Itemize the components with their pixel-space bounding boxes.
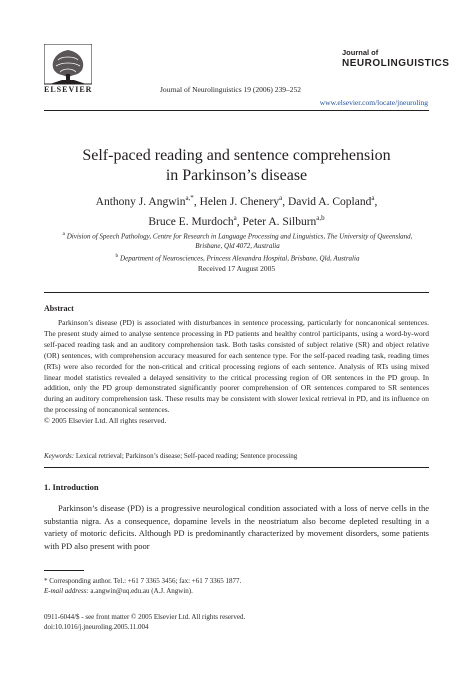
author-name[interactable]: Helen J. Chenery [199, 195, 280, 208]
footnote [44, 576, 429, 596]
abstract-body [44, 318, 429, 427]
abstract-top-divider [44, 292, 429, 293]
header-divider [44, 110, 429, 111]
journal-logo-big: NEUROLINGUISTICS [342, 58, 450, 69]
keywords-list: Lexical retrieval; Parkinson’s disease; Self-paced reading; Sentence processing [75, 452, 298, 460]
author-name[interactable]: David A. Copland [287, 195, 372, 208]
copyright-block [44, 612, 429, 632]
issn-line: 0911-6044/$ - see front matter © 2005 Elsevier Ltd. All rights reserved. [44, 613, 246, 621]
author-sup: a [279, 194, 283, 202]
journal-logo-small: Journal of [342, 48, 379, 57]
email-label: E-mail address: [44, 587, 89, 595]
journal-reference: Journal of Neurolinguistics 19 (2006) 239–252 [160, 85, 302, 94]
email-address[interactable]: a.angwin@uq.edu.au (A.J. Angwin). [90, 587, 193, 595]
affiliation-a [60, 229, 415, 251]
abstract-copyright: © 2005 Elsevier Ltd. All rights reserved. [44, 416, 167, 426]
journal-logo [342, 48, 449, 69]
keywords-label: Keywords: [44, 452, 75, 460]
author-list [44, 190, 429, 230]
author-sup: a [371, 194, 375, 202]
author-sup: a,b [316, 213, 325, 222]
affiliation-a-sup: a [62, 231, 65, 237]
abstract-bottom-divider [44, 467, 429, 468]
footnote-divider [44, 570, 84, 571]
doi-line[interactable]: doi:10.1016/j.jneuroling.2005.11.004 [44, 623, 149, 631]
affiliations [60, 229, 415, 264]
introduction-paragraph: Parkinson’s disease (PD) is a progressive neurological condition associated with a loss of nerve cells in the substantia nigra. As a consequence, dopamine levels in the neostriatum also become depleted resulting in a variety of motoric deficits. Although PD is predominantly characterized by movement disorders, some patients with PD also present with poor [44, 503, 429, 551]
section-heading-introduction: 1. Introduction [44, 482, 99, 492]
email-note [44, 586, 429, 596]
affiliation-b [60, 251, 415, 263]
abstract-paragraph: Parkinson’s disease (PD) is associated with disturbances in sentence processing, particularly for noncanonical sentences. The present study aimed to analyse sentence processing in PD patients and healthy control participants, using a word-by-word self-paced reading task and an auditory comprehension task. Both tasks consisted of subject relative (SR) and object relative (OR) sentences, with comprehension accuracy measured for each sentence type. For the self-paced reading task, reading times (RTs) were also recorded for the non-critical and critical processing regions of each sentence. Analysis of RTs using mixed linear model statistics revealed a delayed sensitivity to the critical processing region of OR sentences in the PD group. In addition, only the PD group demonstrated significantly poorer comprehension of OR sentences compared to SR sentences during an auditory comprehension task. These results may be consistent with slower lexical retrieval in PD, and its influence on the processing of noncanonical sentences. [44, 318, 429, 415]
corresponding-author-note: * Corresponding author. Tel.: +61 7 3365 3456; fax: +61 7 3365 1877. [44, 577, 242, 585]
author-line-1: Anthony J. Angwin$^{a,*}$, Helen J. Chenery$^a$, David A. Copland$^a$, [95, 194, 378, 208]
author-sup: a [233, 213, 237, 222]
title-line-1: Self-paced reading and sentence comprehension [82, 147, 391, 164]
author-name[interactable]: Peter A. Silburn [242, 215, 317, 228]
publisher-name: ELSEVIER [44, 85, 93, 94]
article-title [44, 146, 429, 186]
affiliation-a-text: Division of Speech Pathology, Centre for Research in Language Processing and Linguistics, The University of Queensland, Brisbane, Qld 4072, Australia [66, 232, 413, 251]
abstract-heading: Abstract [44, 304, 74, 313]
author-sup: a,* [185, 194, 194, 202]
received-date: Received 17 August 2005 [197, 264, 276, 273]
journal-url-link[interactable]: www.elsevier.com/locate/jneuroling [319, 98, 428, 107]
author-line-2: Bruce E. Murdoch$^a$, Peter A. Silburn$^{a,b}$ [148, 213, 325, 228]
keywords [44, 452, 429, 460]
affiliation-b-sup: b [115, 253, 119, 260]
affiliation-b-text: Department of Neurosciences, Princess Alexandra Hospital, Brisbane, Qld, Australia [120, 254, 360, 263]
author-name[interactable]: Anthony J. Angwin [95, 195, 186, 208]
introduction-body [44, 502, 429, 552]
title-line-2: in Parkinson’s disease [165, 167, 308, 184]
author-name[interactable]: Bruce E. Murdoch [148, 215, 234, 228]
